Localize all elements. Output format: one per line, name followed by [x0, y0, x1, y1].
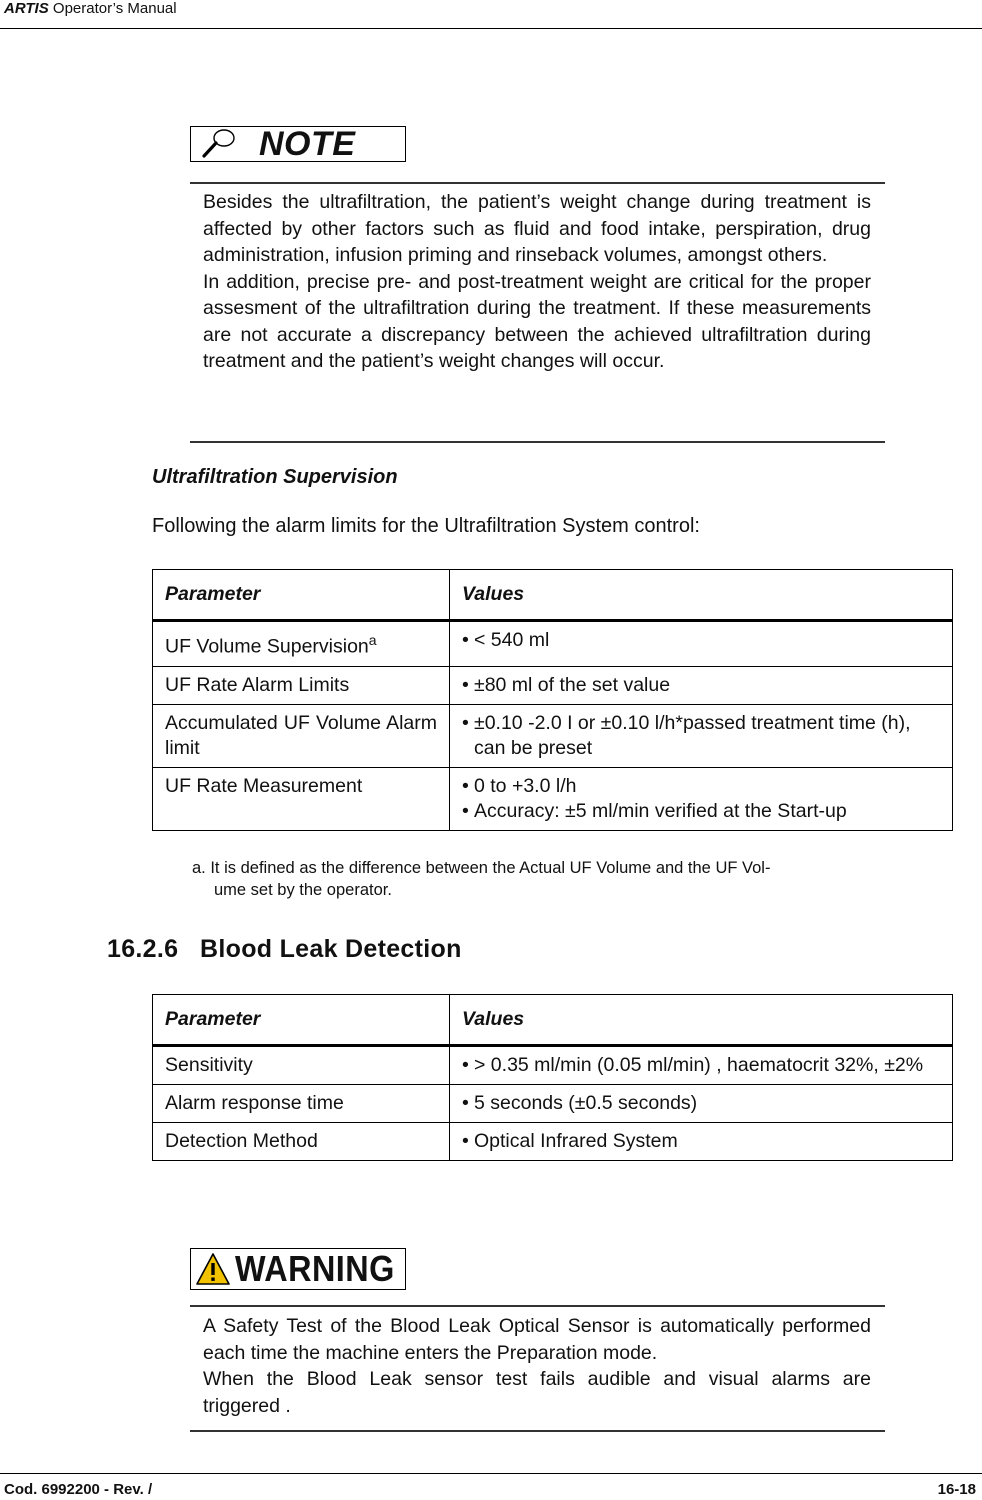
table-header-row — [153, 995, 953, 1046]
column-header-parameter: Parameter — [153, 995, 450, 1046]
table-row — [153, 666, 953, 704]
uf-alarm-table — [152, 569, 953, 831]
table-cell-parameter: UF Rate Alarm Limits — [153, 666, 450, 704]
warning-top-rule — [190, 1305, 885, 1307]
header-rule — [0, 28, 982, 29]
table-cell-parameter: Accumulated UF Volume Alarm limit — [153, 704, 450, 767]
column-header-parameter: Parameter — [153, 570, 450, 621]
table-cell-values: • ±0.10 -2.0 I or ±0.10 l/h*passed treatment time (h), can be preset — [450, 704, 953, 767]
table-row — [153, 1046, 953, 1085]
table-row — [153, 767, 953, 830]
table-cell-parameter: UF Volume Supervision$^a$ — [153, 621, 450, 667]
note-paragraph: In addition, precise pre- and post-treatment weight are critical for the proper assesment of the ultrafiltration during the treatment. If these measurements are not accurate a discrepancy between the achieved ultrafiltration during treatment and the patient’s weight changes will occur. — [203, 270, 871, 372]
warning-body — [203, 1313, 871, 1419]
header-title: Operator’s Manual — [52, 0, 177, 17]
note-body — [203, 189, 871, 375]
table-cell-values: • > 0.35 ml/min (0.05 ml/min) , haematocrit 32%, ±2% — [450, 1046, 953, 1085]
table-cell-values: • ±80 ml of the set value — [450, 666, 953, 704]
table-cell-parameter: Alarm response time — [153, 1085, 450, 1123]
warning-title: WARNING — [235, 1248, 395, 1289]
table-cell-parameter: Detection Method — [153, 1123, 450, 1161]
magnifier-icon — [201, 128, 237, 160]
note-title: NOTE — [259, 124, 356, 163]
footnote-marker: a — [368, 632, 377, 648]
table-row — [153, 1085, 953, 1123]
note-paragraph: Besides the ultrafiltration, the patient’s weight change during treatment is affected by other factors such as fluid and food intake, perspiration, drug administration, infusion priming and rinseback volumes, amongst others. — [203, 191, 871, 266]
warning-bottom-rule — [190, 1430, 885, 1432]
warning-triangle-icon — [195, 1252, 231, 1286]
running-header — [4, 0, 177, 17]
table-cell-values: • 0 to +3.0 l/h • Accuracy: ±5 ml/min verified at the Start-up — [450, 767, 953, 830]
table-cell-parameter: Sensitivity — [153, 1046, 450, 1085]
section-heading: 16.2.6 Blood Leak Detection — [107, 935, 462, 963]
table-cell-values: • 5 seconds (±0.5 seconds) — [450, 1085, 953, 1123]
subsection-heading: Ultrafiltration Supervision — [152, 466, 398, 488]
table-row — [153, 704, 953, 767]
column-header-values: Values — [450, 995, 953, 1046]
table-footnote: a. It is defined as the difference between the Actual UF Volume and the UF Vol- ume set by the operator. — [192, 859, 771, 899]
footer-document-code: Cod. 6992200 - Rev. / — [4, 1481, 153, 1498]
blood-leak-table — [152, 994, 953, 1161]
note-top-rule — [190, 182, 885, 184]
table-cell-values: • < 540 ml — [450, 621, 953, 667]
footer-rule — [0, 1473, 982, 1474]
warning-paragraph: A Safety Test of the Blood Leak Optical Sensor is automatically performed each time the machine enters the Preparation mode. — [203, 1315, 871, 1364]
footer-page-number: 16-18 — [937, 1481, 976, 1498]
table-row — [153, 1123, 953, 1161]
table-header-row — [153, 570, 953, 621]
table-cell-parameter: UF Rate Measurement — [153, 767, 450, 830]
column-header-values: Values — [450, 570, 953, 621]
note-bottom-rule — [190, 441, 885, 443]
table-cell-values: • Optical Infrared System — [450, 1123, 953, 1161]
intro-text: Following the alarm limits for the Ultrafiltration System control: — [152, 515, 700, 537]
table-row — [153, 621, 953, 667]
header-brand: ARTIS — [4, 0, 49, 17]
warning-label-box — [190, 1248, 406, 1290]
warning-paragraph: When the Blood Leak sensor test fails audible and visual alarms are triggered . — [203, 1368, 871, 1417]
note-label-box — [190, 126, 406, 162]
